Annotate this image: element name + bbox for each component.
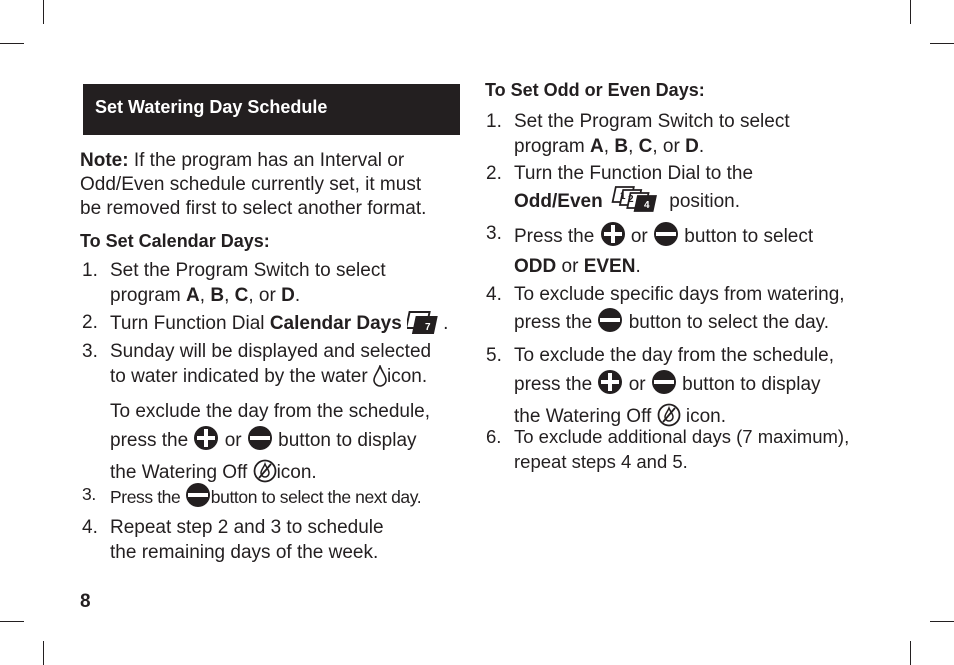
- step-text: Press the: [110, 487, 185, 507]
- step-text: ,: [224, 285, 235, 306]
- step-text: program: [514, 136, 591, 157]
- step-text: .: [294, 285, 301, 306]
- plus-button-icon: [193, 425, 219, 458]
- step-text: or: [556, 256, 584, 277]
- calendar-heading: To Set Calendar Days:: [80, 231, 270, 251]
- step-text: to water indicated by the water: [110, 366, 368, 387]
- step-text: To exclude the day from the schedule,: [514, 345, 835, 366]
- even-label: EVEN: [583, 256, 636, 277]
- step-text: .: [698, 136, 705, 157]
- water-drop-icon: [373, 365, 387, 394]
- program-a: A: [590, 136, 604, 157]
- step-text: To exclude additional days (7 maximum),: [514, 426, 850, 447]
- step-text: .: [443, 313, 449, 334]
- step-text: Set the Program Switch to select: [110, 260, 386, 281]
- step-text: , or: [248, 285, 282, 306]
- step-text: Turn Function Dial: [110, 313, 270, 334]
- note-text: Odd/Even schedule currently set, it must: [80, 174, 422, 195]
- step-text: or: [219, 430, 247, 451]
- step-text: ,: [628, 136, 639, 157]
- step-number: 2.: [82, 312, 98, 333]
- step-text: position.: [663, 191, 741, 212]
- step-number: 1.: [82, 260, 98, 281]
- step-text: Sunday will be displayed and selected: [110, 341, 432, 362]
- step-text: button to select the next day.: [210, 487, 422, 507]
- plus-button-icon: [597, 369, 623, 402]
- step-text: repeat steps 4 and 5.: [514, 451, 688, 472]
- step-text: or: [623, 374, 651, 395]
- step-text: icon.: [386, 366, 428, 387]
- section-header: [83, 84, 460, 135]
- step-text: ,: [603, 136, 615, 157]
- section-title: Set Watering Day Schedule: [95, 97, 328, 117]
- program-d: D: [685, 136, 699, 157]
- svg-text:1: 1: [619, 191, 626, 202]
- note-text: be removed first to select another format.: [80, 198, 427, 219]
- odd-even-label: Odd/Even: [514, 191, 603, 212]
- step-text: Repeat step 2 and 3 to schedule: [110, 517, 384, 538]
- minus-button-icon: [185, 482, 211, 515]
- program-c: C: [234, 285, 249, 306]
- step-number: 3.: [486, 223, 502, 244]
- plus-button-icon: [600, 221, 626, 254]
- note-paragraph: [80, 149, 460, 221]
- step-text: program: [110, 285, 187, 306]
- svg-text:7: 7: [425, 322, 431, 333]
- minus-button-icon: [653, 221, 679, 254]
- step-number: 6.: [486, 426, 502, 447]
- program-d: D: [281, 285, 295, 306]
- odd-label: ODD: [514, 256, 557, 277]
- step-number: 4.: [82, 517, 98, 538]
- step-text: button to select: [679, 226, 814, 247]
- svg-text:3: 3: [635, 197, 642, 208]
- step-text: To exclude specific days from watering,: [514, 284, 845, 305]
- calendar-days-label: Calendar Days: [269, 313, 402, 334]
- step-text: icon.: [680, 406, 726, 427]
- step-text: icon.: [276, 462, 317, 483]
- step-number: 4.: [486, 284, 502, 305]
- step-text: press the: [514, 312, 598, 333]
- step-text: Press the: [514, 226, 600, 247]
- page-number: 8: [80, 591, 91, 612]
- note-label: Note:: [80, 150, 129, 171]
- program-c: C: [638, 136, 653, 157]
- note-text: If the program has an Interval or: [128, 150, 405, 171]
- program-b: B: [210, 285, 225, 306]
- step-text: button to display: [272, 430, 417, 451]
- minus-button-icon: [247, 425, 273, 458]
- minus-button-icon: [651, 369, 677, 402]
- step-text: To exclude the day from the schedule,: [110, 401, 431, 422]
- svg-text:2: 2: [627, 194, 634, 205]
- svg-text:4: 4: [643, 200, 650, 211]
- step-text: .: [635, 256, 641, 277]
- step-number: 3.: [82, 484, 96, 504]
- step-text: Set the Program Switch to select: [514, 111, 790, 132]
- program-a: A: [186, 285, 200, 306]
- step-number: 3.: [82, 341, 98, 362]
- step-text: the Watering Off: [110, 462, 253, 483]
- step-text: button to select the day.: [623, 312, 830, 333]
- step-text: ,: [199, 285, 211, 306]
- step-number: 2.: [486, 163, 502, 184]
- step-text: the remaining days of the week.: [110, 542, 379, 563]
- step-text: or: [625, 226, 653, 247]
- step-number: 5.: [486, 345, 502, 366]
- step-text: the Watering Off: [514, 406, 657, 427]
- oddeven-heading: To Set Odd or Even Days:: [485, 80, 705, 100]
- calendar-days-icon: [407, 310, 443, 341]
- svg-text:1: 1: [417, 316, 424, 328]
- step-number: 1.: [486, 111, 502, 132]
- program-b: B: [614, 136, 629, 157]
- step-text: press the: [110, 430, 194, 451]
- step-text: press the: [514, 374, 598, 395]
- step-text: Turn the Function Dial to the: [514, 163, 754, 184]
- step-text: , or: [652, 136, 686, 157]
- minus-button-icon: [597, 307, 623, 340]
- odd-even-icon: [608, 186, 664, 219]
- step-text: button to display: [676, 374, 821, 395]
